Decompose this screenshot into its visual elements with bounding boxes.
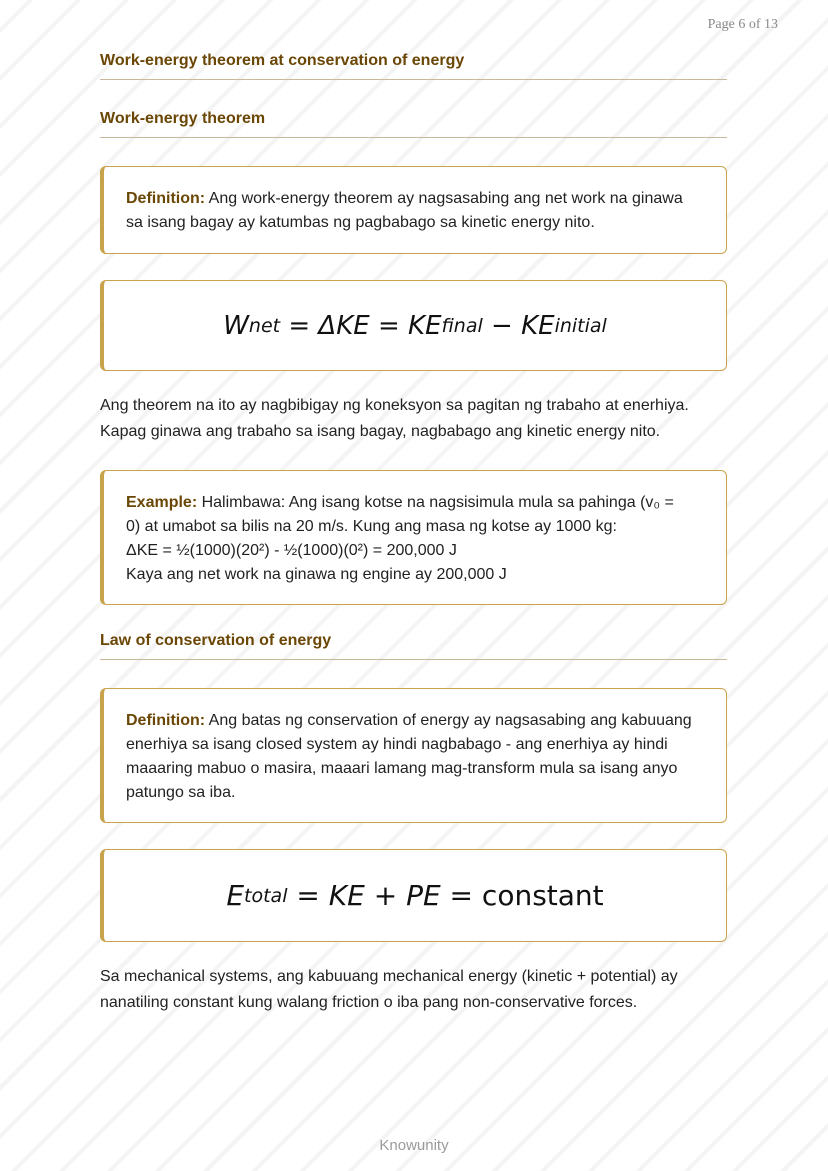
paragraph-line: Ang theorem na ito ay nagbibigay ng koneksyon sa pagitan ng trabaho at enerhiya. [100, 397, 689, 414]
formula-symbol: PE [406, 879, 441, 912]
formula-operator: = [440, 879, 482, 912]
footer-brand: Knowunity [379, 1137, 449, 1154]
formula-operator: = [369, 310, 409, 341]
conservation-definition-box [100, 688, 727, 823]
definition-line: Ang batas ng conservation of energy ay nagsasabing ang kabuuang [208, 712, 692, 729]
paragraph-line: Kapag ginawa ang trabaho sa isang bagay, nagbabago ang kinetic energy nito. [100, 423, 661, 440]
conservation-paragraph [100, 964, 740, 1016]
example-label: Example: [126, 494, 198, 511]
formula-symbol: W [223, 310, 249, 341]
work-energy-paragraph [100, 393, 740, 445]
work-energy-formula-box [100, 280, 727, 371]
work-energy-definition-box [100, 166, 727, 254]
definition-label: Definition: [126, 712, 206, 729]
definition-line: maaaring mabuo o masira, maaari lamang mag-transform mula sa isang anyo [126, 760, 678, 777]
definition-line: enerhiya sa isang closed system ay hindi nagbabago - ang enerhiya ay hindi [126, 736, 668, 753]
example-line: ΔKE = ½(1000)(20²) - ½(1000)(0²) = 200,000 J [126, 542, 457, 559]
example-line: Halimbawa: Ang isang kotse na nagsisimula mula sa pahinga (v₀ = [201, 494, 674, 511]
formula-operator: = [287, 879, 329, 912]
definition-line: patungo sa iba. [126, 784, 236, 801]
example-line: Kaya ang net work na ginawa ng engine ay 200,000 J [126, 566, 507, 583]
definition-label: Definition: [126, 190, 206, 207]
formula-constant: constant [481, 879, 604, 912]
definition-text [104, 187, 726, 235]
section-heading: Work-energy theorem at conservation of energy [100, 52, 727, 80]
work-energy-heading: Work-energy theorem [100, 110, 727, 138]
paragraph-line: nanatiling constant kung walang friction o iba pang non-conservative forces. [100, 994, 638, 1011]
conservation-formula: E total = KE + PE = constant [226, 879, 604, 912]
formula-operator: + [364, 879, 407, 912]
conservation-heading: Law of conservation of energy [100, 632, 727, 660]
work-energy-formula: W net = ΔKE = KE final − KE initial [223, 310, 607, 341]
formula-symbol: KE [521, 310, 555, 341]
example-box [100, 470, 727, 605]
example-text [104, 491, 726, 587]
definition-line: sa isang bagay ay katumbas ng pagbabago sa kinetic energy nito. [126, 214, 595, 231]
formula-symbol: E [226, 879, 245, 912]
formula-operator: − [482, 310, 522, 341]
paragraph-line: Sa mechanical systems, ang kabuuang mechanical energy (kinetic + potential) ay [100, 968, 678, 985]
page-number: Page 6 of 13 [707, 17, 778, 32]
formula-symbol: ΔKE [318, 310, 370, 341]
example-line: 0) at umabot sa bilis na 20 m/s. Kung ang masa ng kotse ay 1000 kg: [126, 518, 617, 535]
conservation-formula-box [100, 849, 727, 942]
definition-text [104, 709, 726, 805]
formula-symbol: KE [408, 310, 442, 341]
formula-operator: = [280, 310, 319, 341]
formula-symbol: KE [328, 879, 365, 912]
definition-line: Ang work-energy theorem ay nagsasabing ang net work na ginawa [208, 190, 683, 207]
